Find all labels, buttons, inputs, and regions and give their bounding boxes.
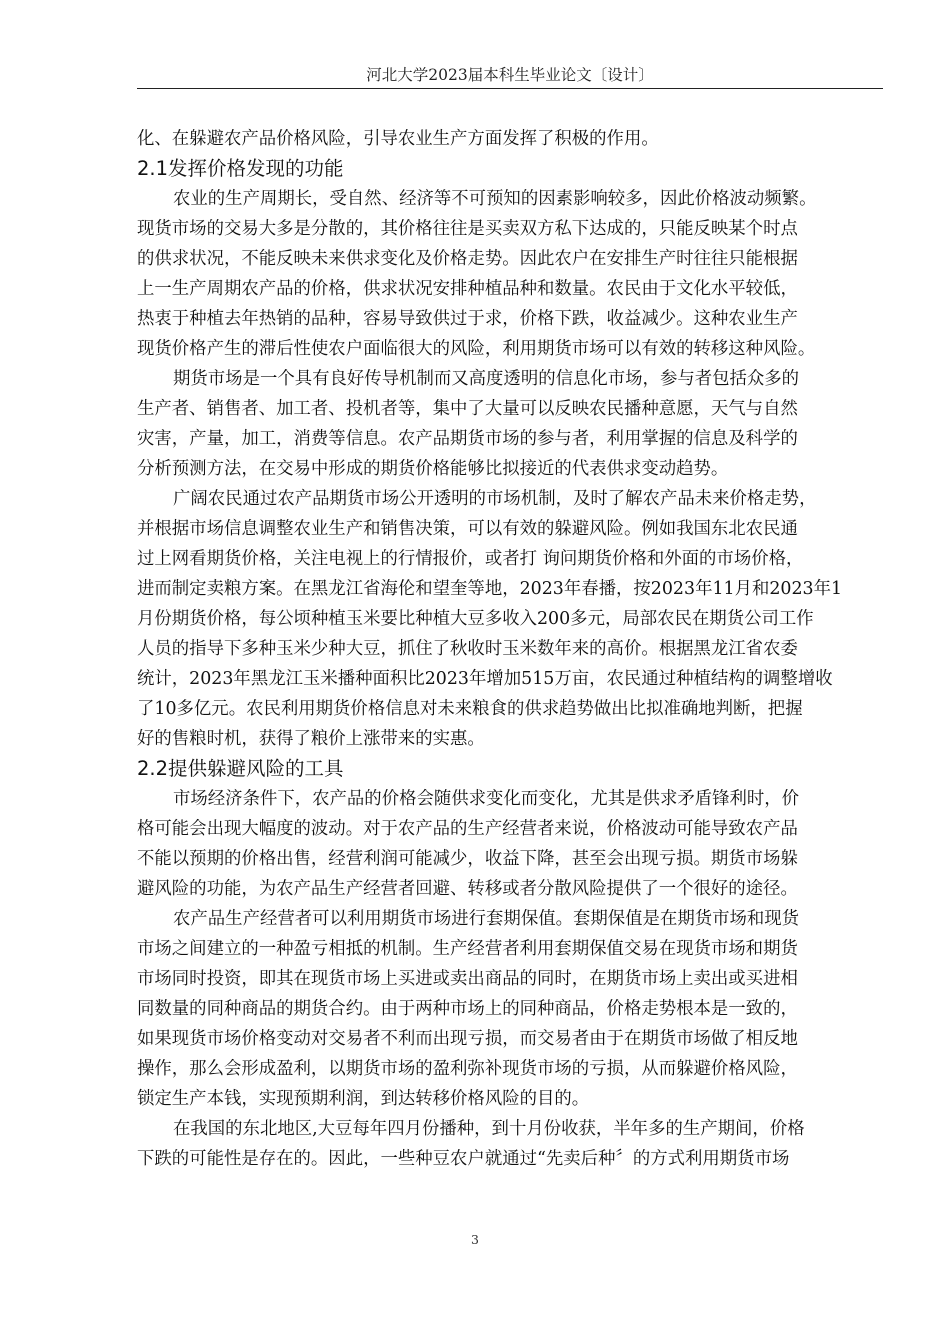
text-line: 期货市场是一个具有良好传导机制而又高度透明的信息化市场，参与者包括众多的 — [173, 369, 800, 389]
text-line: 下跌的可能性是存在的。因此，一些种豆农户就通过“先卖后种〞的方式利用期货市场 — [137, 1149, 790, 1169]
text-line: 了10多亿元。农民利用期货价格信息对未来粮食的供求趋势做出比拟准确地判断，把握 — [137, 699, 803, 719]
text-line: 广阔农民通过农产品期货市场公开透明的市场机制，及时了解农产品未来价格走势， — [173, 489, 817, 509]
paragraph — [137, 484, 897, 754]
text-line: 现货市场的交易大多是分散的，其价格往往是买卖双方私下达成的，只能反映某个时点 — [137, 219, 798, 239]
page-number: 3 — [471, 1232, 479, 1247]
text-line: 同数量的同种商品的期货合约。由于两种市场上的同种商品，价格走势根本是一致的， — [137, 999, 798, 1019]
paragraph — [137, 364, 897, 484]
document-body — [137, 124, 897, 1174]
text-line: 农产品生产经营者可以利用期货市场进行套期保值。套期保值是在期货市场和现货 — [173, 909, 800, 929]
paragraph — [137, 124, 897, 154]
text-line: 热衷于种植去年热销的品种，容易导致供过于求，价格下跌，收益减少。这种农业生产 — [137, 309, 798, 329]
text-line: 上一生产周期农产品的价格，供求状况安排种植品种和数量。农民由于文化水平较低， — [137, 279, 798, 299]
header-rule — [137, 88, 883, 89]
text-line: 统计，2023年黑龙江玉米播种面积比2023年增加515万亩，农民通过种植结构的调整增收 — [137, 669, 833, 689]
text-line: 的供求状况，不能反映未来供求变化及价格走势。因此农户在安排生产时往往只能根据 — [137, 249, 798, 269]
page-header: 河北大学2023届本科生毕业论文〔设计〕 — [366, 66, 654, 84]
text-line: 进而制定卖粮方案。在黑龙江省海伦和望奎等地，2023年春播，按2023年11月和2023年1 — [137, 579, 843, 599]
text-line: 市场经济条件下，农产品的价格会随供求变化而变化，尤其是供求矛盾锋利时，价 — [173, 789, 800, 809]
text-line: 月份期货价格，每公顷种植玉米要比种植大豆多收入200多元，局部农民在期货公司工作 — [137, 609, 814, 629]
text-line: 锁定生产本钱，实现预期利润，到达转移价格风险的目的。 — [137, 1089, 590, 1109]
text-line: 在我国的东北地区,大豆每年四月份播种，到十月份收获，半年多的生产期间，价格 — [173, 1119, 805, 1139]
text-line: 市场之间建立的一种盈亏相抵的机制。生产经营者利用套期保值交易在现货市场和期货 — [137, 939, 798, 959]
text-line: 并根据市场信息调整农业生产和销售决策，可以有效的躲避风险。例如我国东北农民通 — [137, 519, 798, 539]
text-line: 操作，那么会形成盈利，以期货市场的盈利弥补现货市场的亏损，从而躲避价格风险， — [137, 1059, 798, 1079]
text-line: 分析预测方法，在交易中形成的期货价格能够比拟接近的代表供求变动趋势。 — [137, 459, 729, 479]
text-line: 好的售粮时机，获得了粮价上涨带来的实惠。 — [137, 729, 485, 749]
text-line: 化、在躲避农产品价格风险，引导农业生产方面发挥了积极的作用。 — [137, 129, 659, 149]
section-heading: 2.1发挥价格发现的功能 — [137, 157, 344, 180]
text-line: 过上网看期货价格，关注电视上的行情报价，或者打 询问期货价格和外面的市场价格， — [137, 549, 804, 569]
section-heading: 2.2提供躲避风险的工具 — [137, 757, 344, 780]
text-line: 农业的生产周期长，受自然、经济等不可预知的因素影响较多，因此价格波动频繁。 — [173, 189, 817, 209]
text-line: 避风险的功能，为农产品生产经营者回避、转移或者分散风险提供了一个很好的途径。 — [137, 879, 798, 899]
text-line: 生产者、销售者、加工者、投机者等，集中了大量可以反映农民播种意愿，天气与自然 — [137, 399, 798, 419]
paragraph — [137, 784, 897, 904]
text-line: 人员的指导下多种玉米少种大豆，抓住了秋收时玉米数年来的高价。根据黑龙江省农委 — [137, 639, 798, 659]
text-line: 格可能会出现大幅度的波动。对于农产品的生产经营者来说，价格波动可能导致农产品 — [137, 819, 798, 839]
text-line: 如果现货市场价格变动对交易者不利而出现亏损，而交易者由于在期货市场做了相反地 — [137, 1029, 798, 1049]
paragraph — [137, 184, 897, 364]
text-line: 现货价格产生的滞后性使农户面临很大的风险，利用期货市场可以有效的转移这种风险。 — [137, 339, 816, 359]
text-line: 灾害，产量，加工，消费等信息。农产品期货市场的参与者，利用掌握的信息及科学的 — [137, 429, 798, 449]
text-line: 不能以预期的价格出售，经营利润可能减少，收益下降，甚至会出现亏损。期货市场躲 — [137, 849, 798, 869]
paragraph — [137, 1114, 897, 1174]
paragraph — [137, 904, 897, 1114]
text-line: 市场同时投资，即其在现货市场上买进或卖出商品的同时，在期货市场上卖出或买进相 — [137, 969, 798, 989]
